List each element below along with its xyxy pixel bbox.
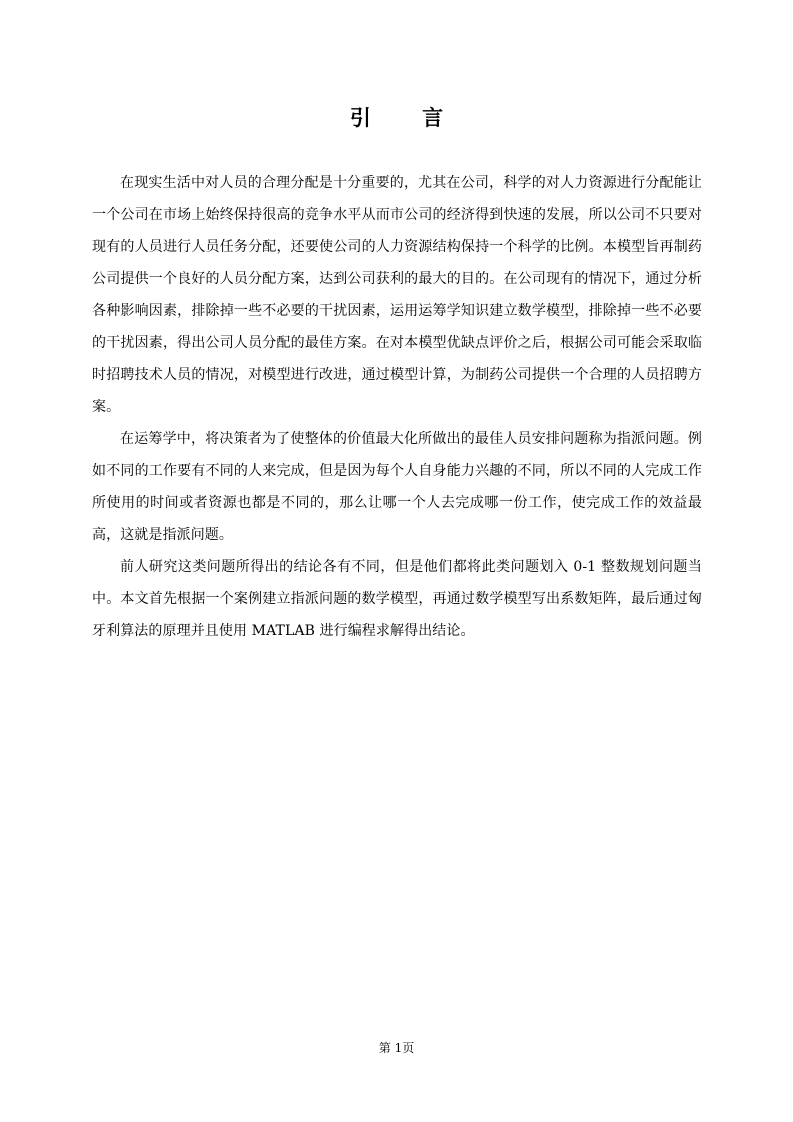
page-title: 引 言 (349, 106, 466, 130)
page-number: 第 1页 (378, 1041, 415, 1055)
paragraph-2: 在运筹学中，将决策者为了使整体的价值最大化所做出的最佳人员安排问题称为指派问题。例如不同的工作要有不同的人来完成，但是因为每个人自身能力兴趣的不同，所以不同的人完成工作所使用的时间或者资源也都是不同的，那么让哪一个人去完成哪一份工作，使完成工作的效益最高，这就是指派问题。 (92, 431, 702, 543)
paragraph-1: 在现实生活中对人员的合理分配是十分重要的，尤其在公司，科学的对人力资源进行分配能让一个公司在市场上始终保持很高的竞争水平从而市公司的经济得到快速的发展，所以公司不只要对现有的人员进行人员任务分配，还要使公司的人力资源结构保持一个科学的比例。本模型旨再制药公司提供一个良好的人员分配方案，达到公司获利的最大的目的。在公司现有的情况下，通过分析各种影响因素，排除掉一些不必要的干扰因素，运用运筹学知识建立数学模型，排除掉一些不必要的干扰因素，得出公司人员分配的最佳方案。在对本模型优缺点评价之后，根据公司可能会采取临时招聘技术人员的情况，对模型进行改进，通过模型计算，为制药公司提供一个合理的人员招聘方案。 (92, 175, 702, 415)
paragraph-3: 前人研究这类问题所得出的结论各有不同，但是他们都将此类问题划入 0-1 整数规划问题当中。本文首先根据一个案例建立指派问题的数学模型，再通过数学模型写出系数矩阵，最后通过匈牙利算法的原理并且使用 MATLAB 进行编程求解得出结论。 (92, 559, 702, 639)
body-text (92, 167, 702, 647)
